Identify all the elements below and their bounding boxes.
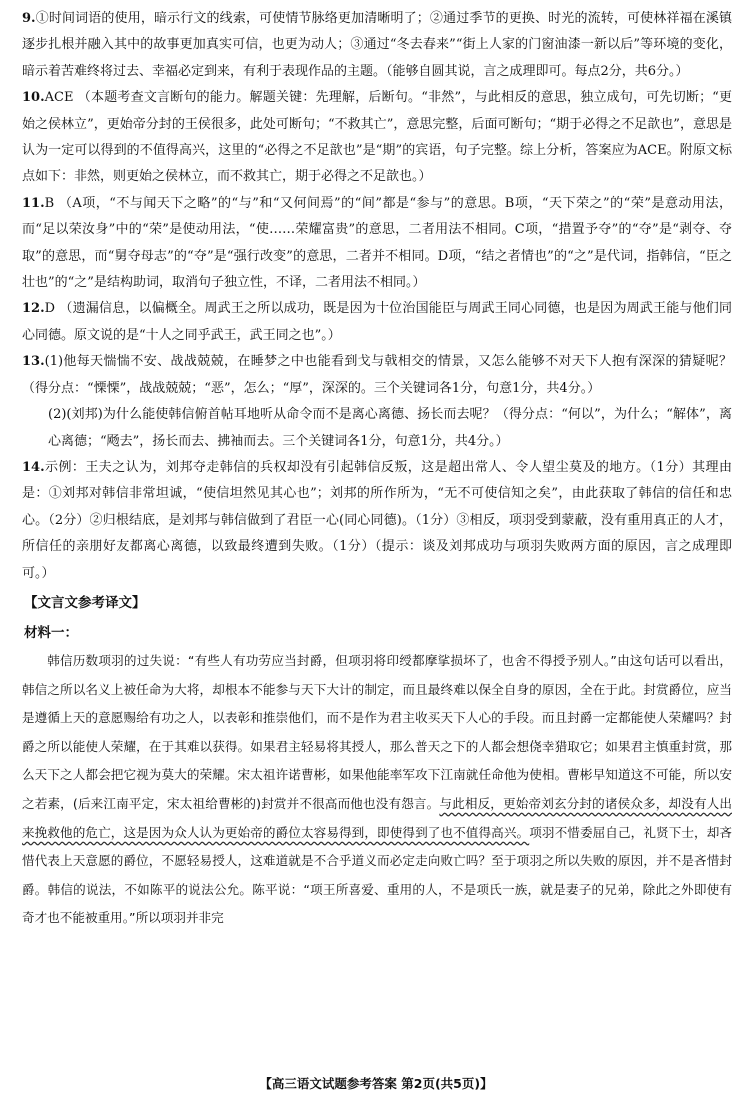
wavy-underlined-text: 与此相反，更始帝刘玄分封的诸侯众多，却没有人出来挽救他的危亡，这是因为众人认为更始帝的爵位太容易得到，即使得到了也不值得高兴。 [22, 795, 732, 840]
answer-number: 10. [22, 90, 45, 106]
translation-text-continued: 项羽不惜委屈自己，礼贤下士，却吝惜代表上天意愿的爵位，不愿轻易授人，这难道就是不合乎道义而必定走向败亡吗？至于项羽之所以失败的原因，并不是吝惜封爵。韩信的说法，不如陈平的说法公允。陈平说：“项王所喜爱、重用的人，不是项氏一族，就是妻子的兄弟，除此之外即使有奇才也不能被重用。”所以项羽并非完 [22, 824, 733, 926]
answer-14 [22, 455, 732, 587]
answer-text: ACE （本题考查文言断句的能力。解题关键：先理解，后断句。“非然”，与此相反的意思，独立成句，可先切断；“更始之侯林立”，更始帝分封的王侯很多，此处可断句；“不救其亡”，意思完整，后面可断句；“期于必得之不足歆也”，意思是认为一定可以得到的不值得高兴，这里的“必得之不足歆也”是“期”的宾语，句子完整。综上分析，答案应为ACE。附原文标点如下：非然，则更始之侯林立，而不救其亡，期于必得之不足歆也。） [22, 90, 732, 185]
answer-9 [22, 6, 732, 85]
translation-text: 韩信历数项羽的过失说：“有些人有功劳应当封爵，但项羽将印绶都摩挲损坏了，也舍不得授予别人。”由这句话可以看出，韩信之所以名义上被任命为大将，却根本不能参与天下大计的制定，而且最终难以保全自身的原因，全在于此。封赏爵位，应当是遵循上天的意愿赐给有功之人，以表彰和推崇他们，而不是作为君主收买天下人心的手段。而且封爵一定都能使人荣耀吗？封爵之所以能使人荣耀，在于其难以获得。如果君主轻易将其授人，那么普天之下的人都会想侥幸猎取它；如果君主慎重封赏，那么天下之人都会把它视为莫大的荣耀。宋太祖许诺曹彬，如果他能率军攻下江南就任命他为使相。曹彬早知道这不可能，所以安之若素，(后来江南平定，宋太祖给曹彬的)封赏并不很高而他也没有怨言。 [22, 652, 732, 811]
answer-text: ①时间词语的使用，暗示行文的线索，可使情节脉络更加清晰明了；②通过季节的更换、时光的流转，可使林祥福在溪镇逐步扎根并融入其中的故事更加真实可信，也更为动人；③通过“冬去春来”“街上人家的门窗油漆一新以后”等环境的变化，暗示着苦难终将过去、幸福必定到来，有利于表现作品的主题。（能够自圆其说，言之成理即可。每点2分，共6分。） [22, 11, 732, 79]
material-title: 材料一： [24, 624, 78, 641]
answer-text: 示例：王夫之认为，刘邦夺走韩信的兵权却没有引起韩信反叛，这是超出常人、令人望尘莫及的地方。（1分）其理由是：①刘邦对韩信非常坦诚，“使信坦然见其心也”；刘邦的所作所为，“无不可使信知之矣”，由此获取了韩信的信任和忠心。（2分）②归根结底，是刘邦与韩信做到了君臣一心(同心同德)。（1分）③相反，项羽受到蒙蔽，没有重用真正的人才，所信任的亲朋好友都离心离德，以致最终遭到失败。（1分）（提示：谈及刘邦成功与项羽失败两方面的原因，言之成理即可。） [22, 459, 732, 581]
answer-13-part-2 [22, 402, 732, 455]
answer-number: 13. [22, 354, 45, 370]
answer-10 [22, 85, 732, 191]
answer-text: (2)(刘邦)为什么能使韩信俯首帖耳地听从命令而不是离心离德、扬长而去呢？（得分点：“何以”，为什么；“解体”，离心离德；“飏去”，扬长而去、拂袖而去。三个关键词各1分，句意1分，共4分。） [48, 407, 732, 449]
answer-number: 12. [22, 301, 45, 317]
section-title: 【文言文参考译文】 [24, 594, 146, 611]
answer-12 [22, 296, 732, 349]
answer-text: D （遗漏信息，以偏概全。周武王之所以成功，既是因为十位治国能臣与周武王同心同德，也是因为周武王能与他们同心同德。原文说的是“十人之同乎武王，武王同之也”。） [22, 301, 732, 343]
answer-text: (1)他每天惴惴不安、战战兢兢，在睡梦之中也能看到戈与戟相交的情景，又怎么能够不对天下人抱有深深的猜疑呢？（得分点：“慄慄”，战战兢兢；“恶”，怎么；“厚”，深深的。三个关键词各1分，句意1分，共4分。） [22, 354, 732, 396]
answer-list [22, 6, 732, 587]
page-footer: 【高三语文试题参考答案 第2页(共5页)】 [259, 1076, 493, 1091]
answer-number: 9. [22, 11, 36, 26]
answer-number: 11. [22, 195, 45, 211]
translation-paragraph [22, 647, 732, 933]
answer-13-part-1 [22, 349, 732, 402]
answer-number: 14. [22, 459, 45, 475]
answer-text: B （A项，“不与闻天下之略”的“与”和“又何间焉”的“间”都是“参与”的意思。B项，“天下荣之”的“荣”是意动用法，而“足以荣汝身”中的“荣”是使动用法，“使……荣耀富贵”的意思，二者用法不相同。C项，“措置予夺”的“夺”是“剥夺、夺取”的意思，而“舅夺母志”的“夺”是“强行改变”的意思，二者并不相同。D项，“结之者情也”的“之”是代词，指韩信，“臣之壮也”的“之”是结构助词，取消句子独立性，不译，二者用法不相同。） [22, 195, 732, 291]
answer-11 [22, 191, 732, 297]
